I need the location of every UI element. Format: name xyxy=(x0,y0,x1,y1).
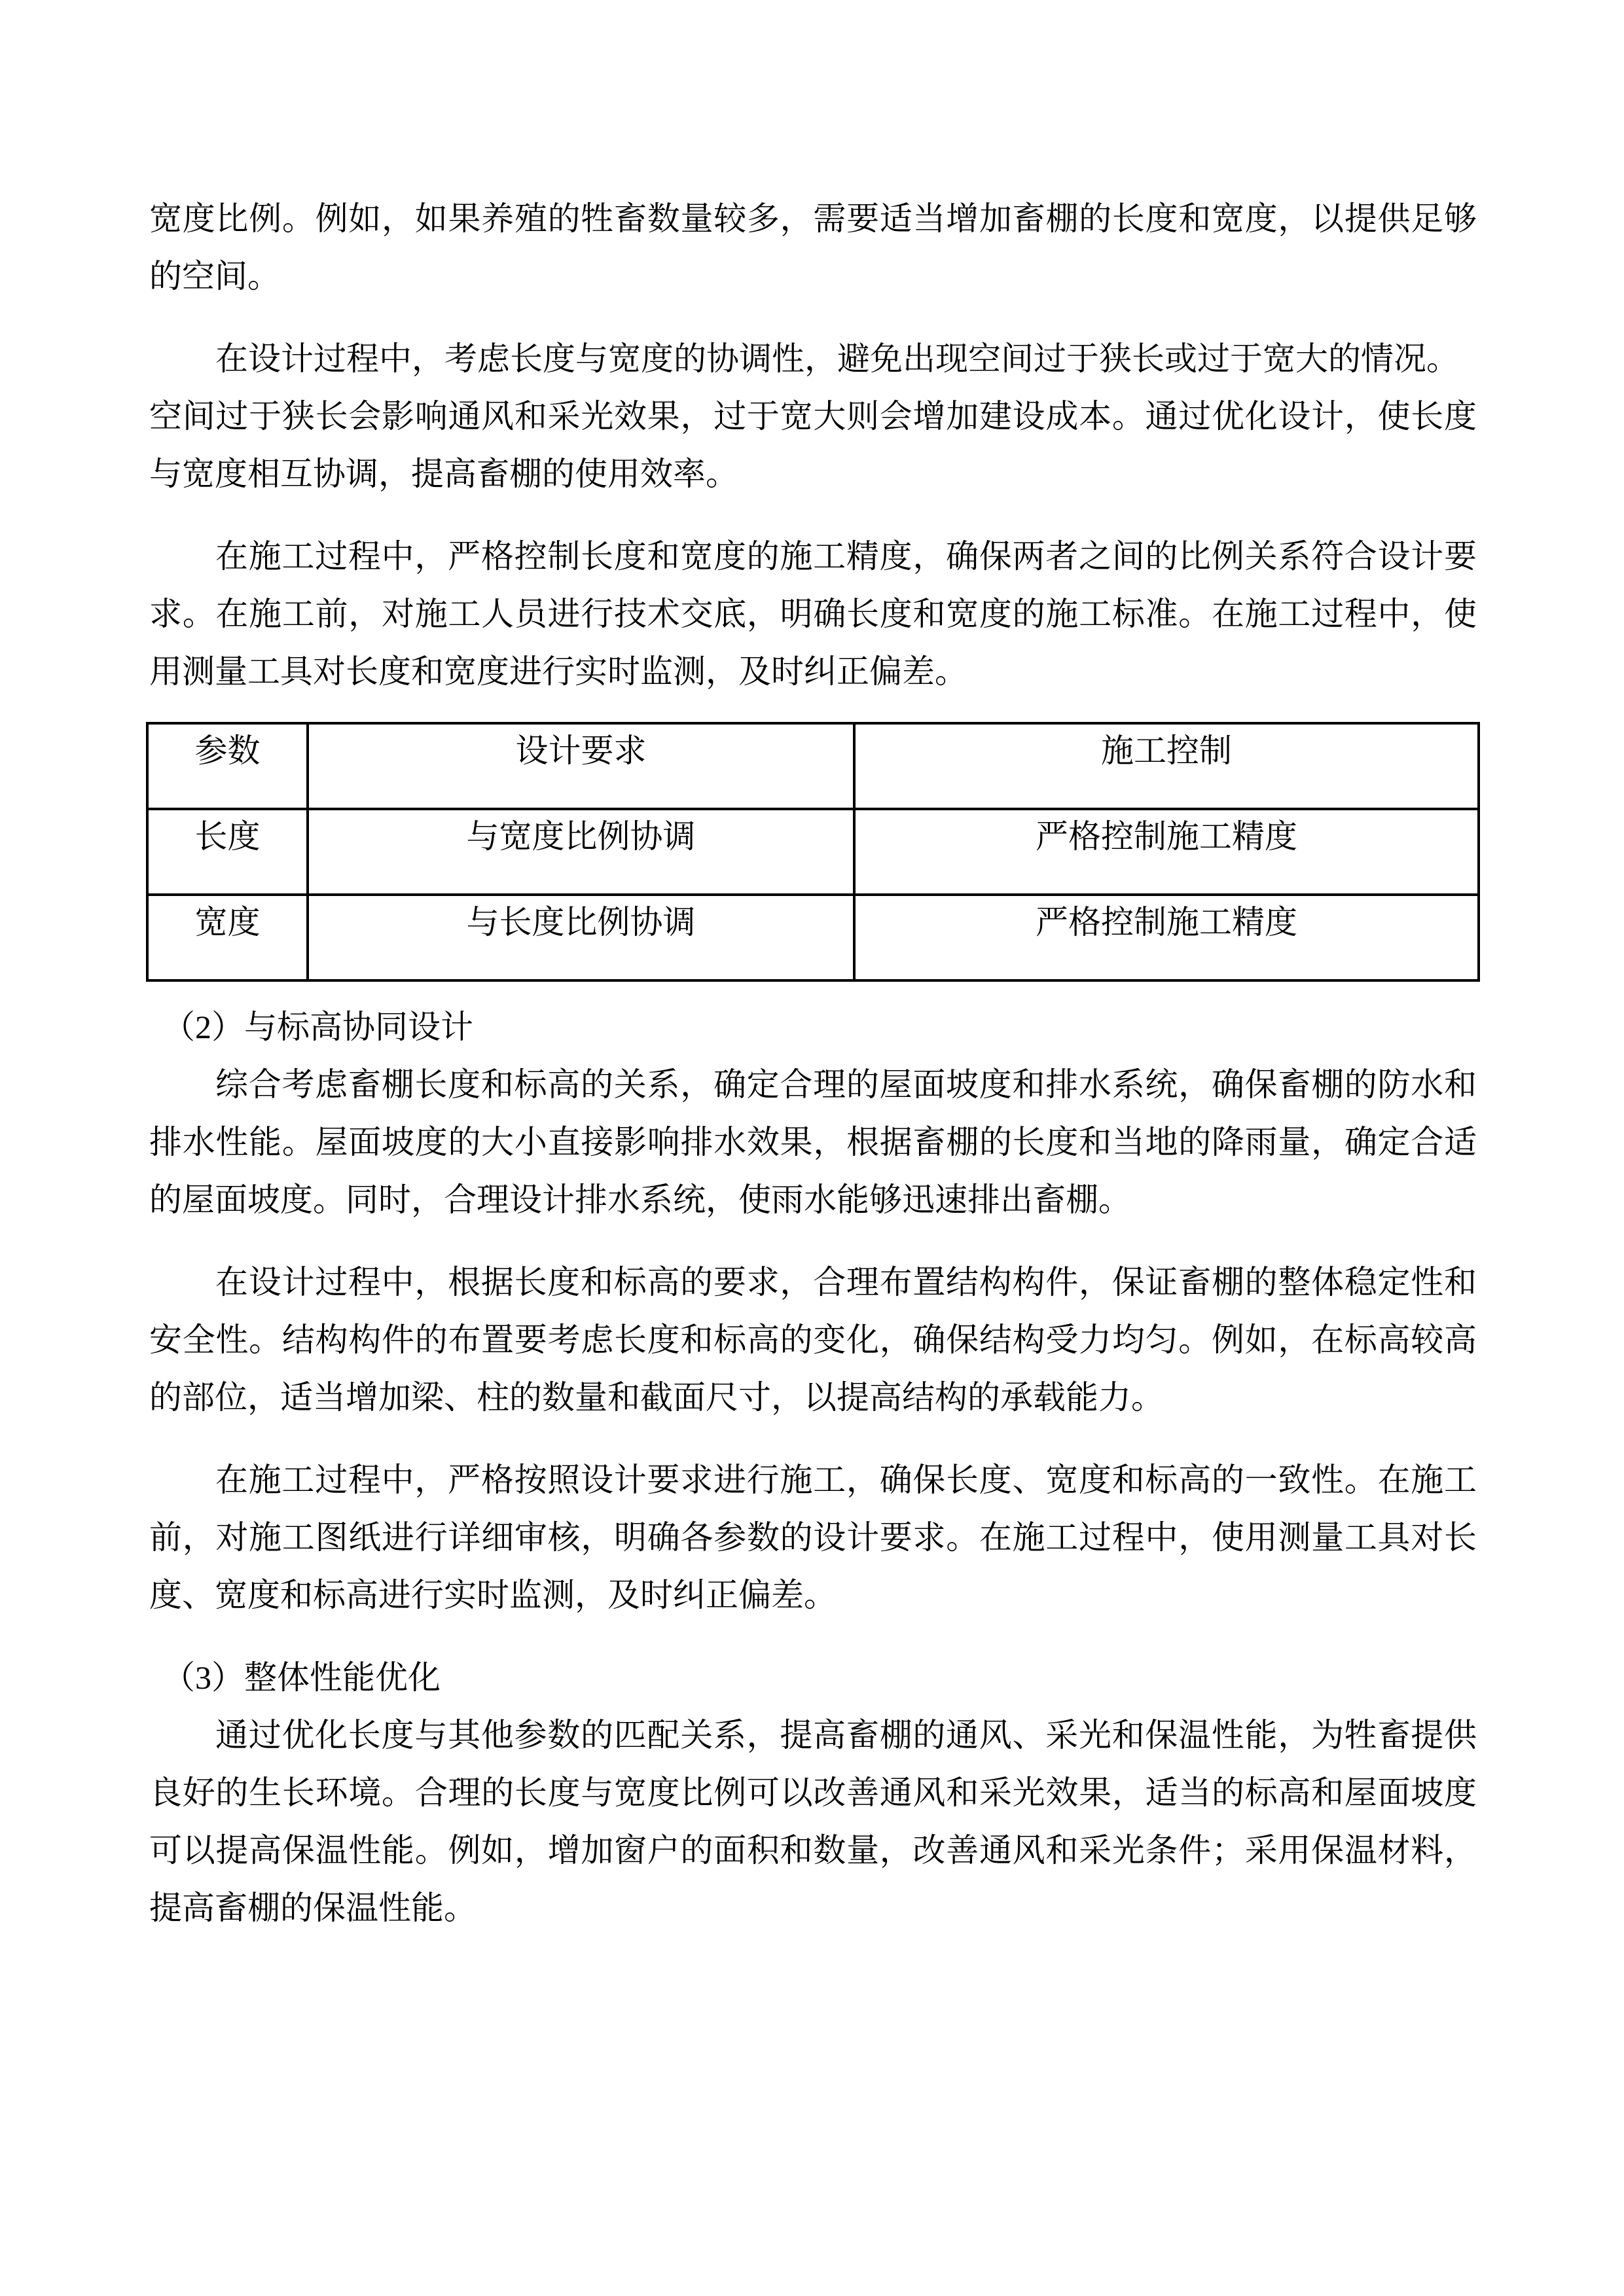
table-row xyxy=(147,809,1479,895)
text-line: 的部位，适当增加梁、柱的数量和截面尺寸，以提高结构的承载能力。 xyxy=(149,1379,1164,1416)
text-line: 求。在施工前，对施工人员进行技术交底，明确长度和宽度的施工标准。在施工过程中，使 xyxy=(149,596,1477,632)
section-heading-text: （2）与标高协同设计 xyxy=(162,1009,473,1045)
table-cell: 与宽度比例协调 xyxy=(308,809,854,895)
table-header-cell: 施工控制 xyxy=(854,723,1479,809)
parameter-table xyxy=(146,722,1480,982)
paragraph-width-ratio-continuation xyxy=(149,190,1477,305)
section-heading-performance xyxy=(149,1649,1477,1706)
text-line: 排水性能。屋面坡度的大小直接影响排水效果，根据畜棚的长度和当地的降雨量，确定合适 xyxy=(149,1124,1477,1160)
text-line: 安全性。结构构件的布置要考虑长度和标高的变化，确保结构受力均匀。例如，在标高较高 xyxy=(149,1321,1477,1358)
parameter-table-wrapper xyxy=(146,722,1477,982)
table-cell: 严格控制施工精度 xyxy=(854,809,1479,895)
paragraph-design-coordination xyxy=(149,330,1477,503)
paragraph-structural-layout xyxy=(149,1253,1477,1426)
table-row xyxy=(147,895,1479,980)
paragraph-construction-precision xyxy=(149,528,1477,700)
section-heading-elevation xyxy=(149,998,1477,1056)
text-line: 度、宽度和标高进行实时监测，及时纠正偏差。 xyxy=(149,1577,837,1613)
table-cell: 严格控制施工精度 xyxy=(854,895,1479,980)
text-line: 空间过于狭长会影响通风和采光效果，过于宽大则会增加建设成本。通过优化设计，使长度 xyxy=(149,398,1477,435)
text-line: 综合考虑畜棚长度和标高的关系，确定合理的屋面坡度和排水系统，确保畜棚的防水和 xyxy=(215,1066,1477,1103)
table-header-row xyxy=(147,723,1479,809)
text-line: 在设计过程中，考虑长度与宽度的协调性，避免出现空间过于狭长或过于宽大的情况。 xyxy=(215,340,1459,377)
document-body xyxy=(149,190,1477,1937)
table-header-cell: 设计要求 xyxy=(308,723,854,809)
text-line: 可以提高保温性能。例如，增加窗户的面积和数量，改善通风和采光条件；采用保温材料， xyxy=(149,1832,1477,1869)
text-line: 提高畜棚的保温性能。 xyxy=(149,1890,477,1926)
section-heading-text: （3）整体性能优化 xyxy=(162,1659,441,1696)
text-line: 与宽度相互协调，提高畜棚的使用效率。 xyxy=(149,456,738,492)
paragraph-roof-slope xyxy=(149,1056,1477,1229)
text-line: 良好的生长环境。合理的长度与宽度比例可以改善通风和采光效果，适当的标高和屋面坡度 xyxy=(149,1774,1477,1811)
text-line: 的空间。 xyxy=(149,258,280,295)
text-line: 通过优化长度与其他参数的匹配关系，提高畜棚的通风、采光和保温性能，为牲畜提供 xyxy=(215,1717,1477,1753)
text-line: 宽度比例。例如，如果养殖的牲畜数量较多，需要适当增加畜棚的长度和宽度，以提供足够 xyxy=(149,200,1477,237)
table-cell: 宽度 xyxy=(147,895,308,980)
text-line: 在施工过程中，严格按照设计要求进行施工，确保长度、宽度和标高的一致性。在施工 xyxy=(215,1462,1477,1498)
text-line: 在设计过程中，根据长度和标高的要求，合理布置结构构件，保证畜棚的整体稳定性和 xyxy=(215,1264,1477,1300)
table-cell: 长度 xyxy=(147,809,308,895)
table-header-cell: 参数 xyxy=(147,723,308,809)
text-line: 用测量工具对长度和宽度进行实时监测，及时纠正偏差。 xyxy=(149,653,967,690)
table-cell: 与长度比例协调 xyxy=(308,895,854,980)
paragraph-construction-consistency xyxy=(149,1451,1477,1624)
text-line: 前，对施工图纸进行详细审核，明确各参数的设计要求。在施工过程中，使用测量工具对长 xyxy=(149,1519,1477,1556)
text-line: 在施工过程中，严格控制长度和宽度的施工精度，确保两者之间的比例关系符合设计要 xyxy=(215,538,1477,575)
text-line: 的屋面坡度。同时，合理设计排水系统，使雨水能够迅速排出畜棚。 xyxy=(149,1181,1131,1218)
paragraph-performance-optimization xyxy=(149,1706,1477,1937)
